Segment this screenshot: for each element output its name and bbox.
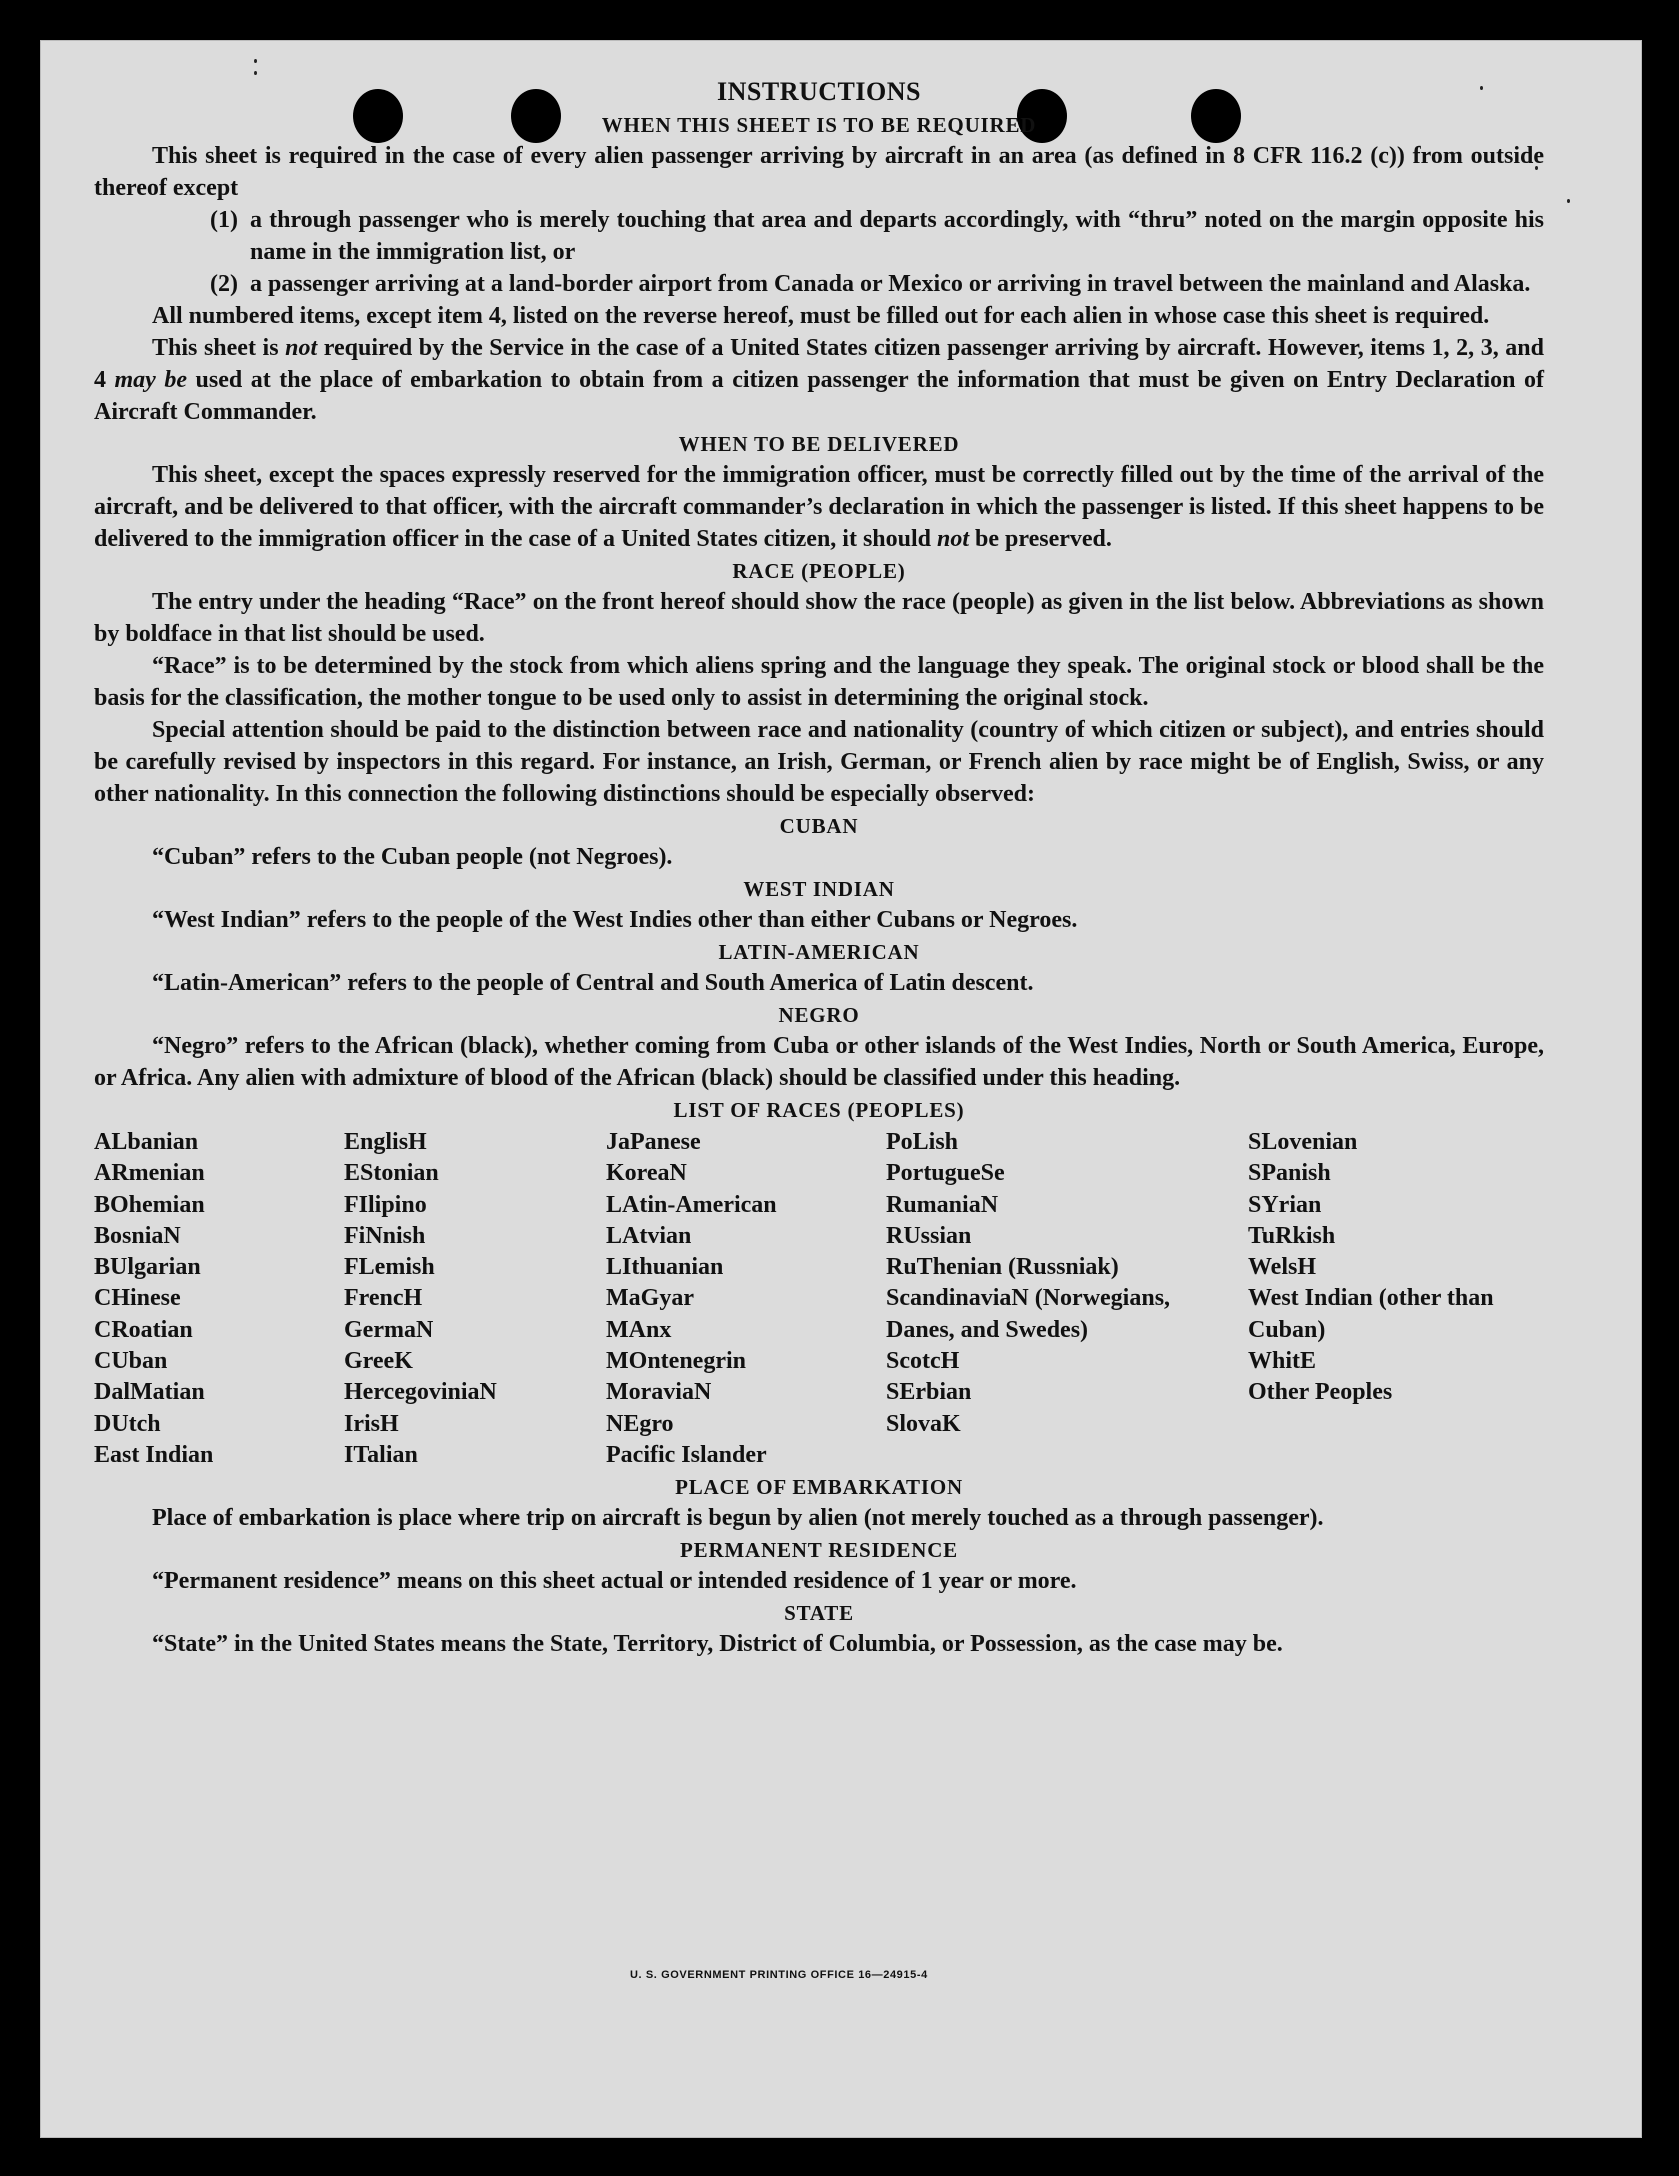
race-entry: ITalian xyxy=(344,1441,418,1468)
race-entry: PoLish xyxy=(886,1129,959,1155)
race-entry: SPanish xyxy=(1248,1160,1331,1187)
race-entry: BOhemian xyxy=(94,1191,205,1218)
race-entry: SErbian xyxy=(886,1379,972,1406)
race-entry: FiNnish xyxy=(344,1222,426,1249)
paragraph: This sheet is required in the case of every alien passenger arriving by aircraft in an area (as defined in 8 CFR 116.2 (c)) from outside thereof except xyxy=(94,143,1544,201)
section-heading-required: WHEN THIS SHEET IS TO BE REQUIRED xyxy=(601,113,1037,137)
instructions-content xyxy=(94,76,1544,1660)
paragraph: “State” in the United States means the State, Territory, District of Columbia, or Possession, as the case may be. xyxy=(152,1631,1283,1658)
speck xyxy=(1567,199,1570,203)
section-heading-cuban: CUBAN xyxy=(779,814,859,838)
race-entry: RuThenian (Russniak) xyxy=(886,1254,1119,1281)
race-entry: ScotcH xyxy=(886,1348,960,1375)
item-text: a through passenger who is merely touching that area and departs accordingly, with “thru” noted on the margin opposite his name in the immigration list, or xyxy=(250,207,1544,265)
race-entry: West Indian (other than Cuban) xyxy=(1248,1285,1494,1343)
race-entry: FrencH xyxy=(344,1285,423,1312)
race-entry: LIthuanian xyxy=(606,1254,724,1281)
emphasis: may be xyxy=(114,367,188,393)
race-column xyxy=(886,1127,1248,1471)
section-heading-latin-american: LATIN-AMERICAN xyxy=(718,940,920,964)
race-column xyxy=(1248,1127,1544,1471)
race-entry: BosniaN xyxy=(94,1222,181,1249)
race-entry: SYrian xyxy=(1248,1191,1322,1218)
race-entry: GermaN xyxy=(344,1316,434,1343)
section-heading-embarkation: PLACE OF EMBARKATION xyxy=(675,1475,963,1500)
printing-office-footer: U. S. GOVERNMENT PRINTING OFFICE 16—24915-4 xyxy=(630,1969,928,1981)
race-entry: NEgro xyxy=(606,1410,674,1437)
section-heading-race: RACE (PEOPLE) xyxy=(732,559,906,583)
race-entry: BUlgarian xyxy=(94,1254,201,1281)
section-heading-race-list: LIST OF RACES (PEOPLES) xyxy=(673,1098,965,1122)
item-text: a passenger arriving at a land-border airport from Canada or Mexico or arriving in travel between the mainland and Alaska. xyxy=(250,271,1531,297)
race-entry: MoraviaN xyxy=(606,1379,712,1406)
emphasis: not xyxy=(937,526,970,552)
race-entry: HercegoviniaN xyxy=(344,1379,497,1406)
race-entry: CHinese xyxy=(94,1285,181,1312)
race-entry: GreeK xyxy=(344,1348,413,1375)
race-entry: East Indian xyxy=(94,1441,214,1468)
text-run: This sheet, except the spaces expressly reserved for the immigration officer, must be correctly filled out by the time of the arrival of the aircraft, and be delivered to that officer, with the aircraft commander’s declaration in which the passenger is listed. If this sheet happens to be delivered to the immigration officer in the case of a United States citizen, it should xyxy=(94,462,1544,552)
section-heading-west-indian: WEST INDIAN xyxy=(743,877,895,901)
race-entry: LAtvian xyxy=(606,1222,692,1249)
race-entry: LAtin-American xyxy=(606,1191,777,1218)
race-column xyxy=(344,1127,606,1471)
text-run: This sheet is xyxy=(152,335,286,361)
section-heading-delivered: WHEN TO BE DELIVERED xyxy=(678,432,960,456)
paragraph xyxy=(94,586,1544,650)
paragraph: “Race” is to be determined by the stock from which aliens spring and the language they speak. The original stock or blood shall be the basis for the classification, the mother tongue to be used only to assist in determining the original stock. xyxy=(94,653,1544,711)
paragraph: “Cuban” refers to the Cuban people (not Negroes). xyxy=(152,844,673,870)
text-run: The entry under the heading “Race” on the front hereof should show the race (people) as given in the list below. Abbreviations as shown by xyxy=(94,589,1544,647)
race-entry: WelsH xyxy=(1248,1254,1317,1281)
section-heading-residence: PERMANENT RESIDENCE xyxy=(680,1538,958,1563)
race-entry: DUtch xyxy=(94,1410,161,1437)
race-entry: DalMatian xyxy=(94,1379,205,1406)
race-entry: ScandinaviaN (Norwegians, Danes, and Swedes) xyxy=(886,1285,1171,1343)
race-entry: RumaniaN xyxy=(886,1191,999,1218)
race-entry: SLovenian xyxy=(1248,1129,1358,1155)
race-entry: FLemish xyxy=(344,1254,435,1281)
race-entry: TuRkish xyxy=(1248,1222,1336,1249)
race-entry: ALbanian xyxy=(94,1129,199,1155)
emphasis: boldface xyxy=(125,621,213,647)
race-entry: MOntenegrin xyxy=(606,1348,746,1375)
race-entry: SlovaK xyxy=(886,1410,961,1437)
paragraph: “Permanent residence” means on this sheet actual or intended residence of 1 year or more. xyxy=(152,1568,1077,1595)
race-entry: RUssian xyxy=(886,1222,972,1249)
paragraph: Place of embarkation is place where trip on aircraft is begun by alien (not merely touched as a through passenger). xyxy=(152,1505,1324,1532)
race-entry: Other Peoples xyxy=(1248,1379,1393,1406)
race-entry: JaPanese xyxy=(606,1129,701,1155)
paragraph: All numbered items, except item 4, listed on the reverse hereof, must be filled out for each alien in whose case this sheet is required. xyxy=(152,303,1490,329)
paragraph: Special attention should be paid to the distinction between race and nationality (country of which citizen or subject), and entries should be carefully revised by inspectors in this regard. For instance, an Irish, German, or French alien by race might be of English, Swiss, or any other nationality. In this connection the following distinctions should be especially observed: xyxy=(94,717,1544,807)
race-entry: PortugueSe xyxy=(886,1160,1005,1187)
section-heading-negro: NEGRO xyxy=(778,1003,860,1027)
section-heading-state: STATE xyxy=(784,1601,854,1626)
text-run: in that list should be used. xyxy=(212,621,485,647)
race-entry: ARmenian xyxy=(94,1160,205,1187)
text-run: required by the Service in the case of a United States citizen passenger arriving by aircraft. However, items 1, 2, 3, and 4 xyxy=(94,335,1544,393)
paragraph: “Negro” refers to the African (black), whether coming from Cuba or other islands of the West Indies, North or South America, Europe, or Africa. Any alien with admixture of blood of the African (black) should be classified under this heading. xyxy=(94,1033,1544,1091)
race-entry: KoreaN xyxy=(606,1160,687,1187)
race-entry: Pacific Islander xyxy=(606,1441,767,1468)
paragraph: “Latin-American” refers to the people of Central and South America of Latin descent. xyxy=(152,970,1034,996)
item-number: (1) xyxy=(210,207,238,233)
speck xyxy=(254,59,257,63)
paragraph xyxy=(94,459,1544,555)
document-title: INSTRUCTIONS xyxy=(717,77,921,106)
item-number: (2) xyxy=(210,271,238,297)
text-run: used at the place of embarkation to obtain from a citizen passenger the information that must be given on Entry Declaration of Aircraft Commander. xyxy=(94,367,1544,425)
exception-item xyxy=(210,268,1544,300)
race-entry: MaGyar xyxy=(606,1285,694,1312)
exception-item xyxy=(210,204,1544,268)
race-column xyxy=(606,1127,886,1471)
speck xyxy=(254,71,257,75)
race-entry: CUban xyxy=(94,1348,168,1375)
race-column xyxy=(94,1127,344,1471)
paragraph xyxy=(94,332,1544,428)
race-entry: EStonian xyxy=(344,1160,439,1187)
race-entry: FIlipino xyxy=(344,1191,427,1218)
race-entry: WhitE xyxy=(1248,1348,1317,1375)
race-entry: MAnx xyxy=(606,1316,672,1343)
emphasis: not xyxy=(285,335,318,361)
race-list xyxy=(94,1127,1544,1471)
race-entry: IrisH xyxy=(344,1410,399,1437)
race-entry: EnglisH xyxy=(344,1129,427,1155)
paragraph: “West Indian” refers to the people of the West Indies other than either Cubans or Negroes. xyxy=(152,907,1078,933)
race-entry: CRoatian xyxy=(94,1316,193,1343)
text-run: be preserved. xyxy=(969,526,1112,552)
